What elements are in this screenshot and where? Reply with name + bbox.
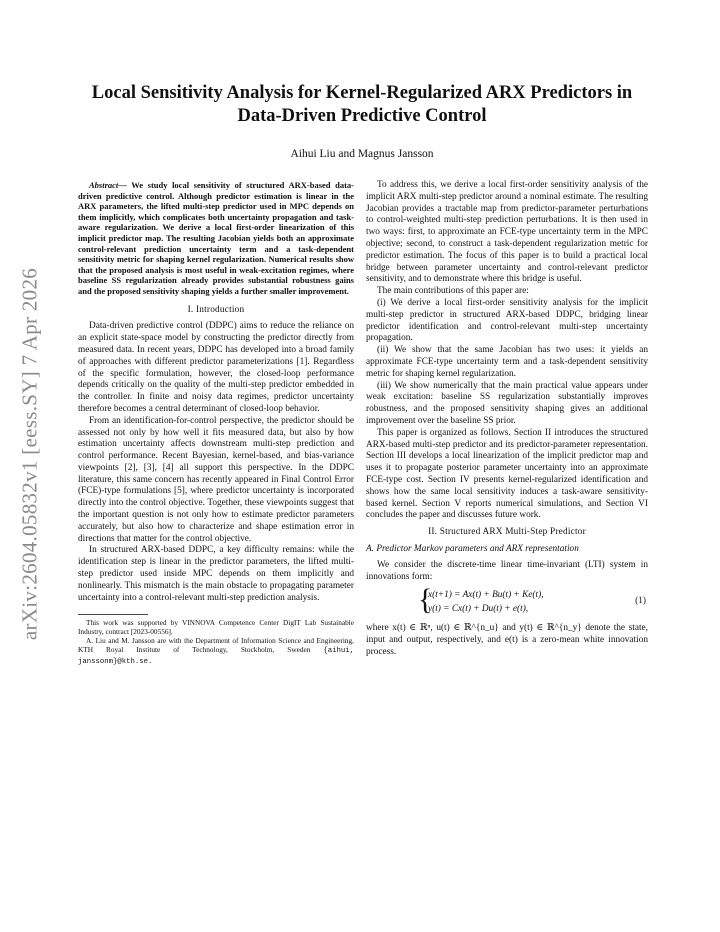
footnote-affiliation-text: A. Liu and M. Jansson are with the Department of Information Science and Engineering, KTH Royal Institute of Technology, Stockholm, Sweden bbox=[78, 636, 354, 655]
right-column bbox=[366, 180, 648, 659]
body-paragraph: The main contributions of this paper are: bbox=[377, 286, 529, 297]
body-paragraph: where x(t) ∈ ℝⁿ, u(t) ∈ ℝ^{n_u} and y(t) ∈ ℝ^{n_y} denote the state, input and output, respectively, and e(t) is a zero-mean white innovation process. bbox=[366, 623, 648, 657]
author-email: {aihui, janssonm}@kth.se. bbox=[78, 647, 354, 667]
contribution-item: (i) We derive a local first-order sensitivity analysis for the implicit multi-step predictor in structured ARX-based DDPC, bridging linear predictor identification and control-relevant multi-step uncertainty propagation. bbox=[366, 297, 648, 344]
body-paragraph: To address this, we derive a local first-order sensitivity analysis of the implicit ARX multi-step predictor around a nominal estimate. The resulting Jacobian provides a tractable map from predictor-parameter perturbations to control-weighted multi-step prediction perturbations. It is then used in two ways: first, to approximate an FCE-type uncertainty term in the MPC objective; second, to construct a task-dependent regularization metric for predictor estimation. The focus of this paper is to build a practical local bridge between parameter uncertainty and control-relevant predictor sensitivity, and to demonstrate where this bridge is useful. bbox=[366, 180, 648, 285]
abstract-body: We study local sensitivity of structured ARX-based data-driven predictive control. Although predictor estimation is linear in the ARX parameters, the lifted multi-step predictor used in MPC depends on them implicitly, which complicates both uncertainty propagation and task-aware regularization. We derive a local first-order linearization of this implicit predictor map. The resulting Jacobian yields both an approximate control-relevant prediction uncertainty term and a task-dependent sensitivity metric for shaping kernel regularization. Numerical results show that the proposed analysis is most useful in weak-excitation regimes, where baseline SS regularization already provides substantial robustness gains and the proposed sensitivity shaping yields a further smaller improvement. bbox=[78, 180, 355, 296]
body-paragraph: We consider the discrete-time linear time-invariant (LTI) system in innovations form: bbox=[366, 559, 648, 582]
abstract bbox=[78, 180, 354, 297]
arxiv-stamp bbox=[8, 258, 52, 650]
footnote-affiliation bbox=[78, 636, 354, 667]
contribution-item: (ii) We show that the same Jacobian has two uses: it yields an approximate FCE-type uncertainty term and a task-dependent sensitivity metric for shaping kernel regularization. bbox=[366, 345, 648, 379]
body-paragraph: This paper is organized as follows. Section II introduces the structured ARX-based multi-step predictor and its predictor-parameter representation. Section III develops a local linearization of the implicit predictor map and uses it to propagate posterior parameter uncertainty into an approximate FCE-type cost. Section IV presents kernel-regularized identification and shows how the same local sensitivity induces a task-aware sensitivity-based kernel. Section V reports numerical simulations, and Section VI concludes the paper and discusses future work. bbox=[366, 427, 648, 521]
abstract-label: Abstract bbox=[89, 180, 119, 190]
intro-paragraph: From an identification-for-control perspective, the predictor should be assessed not only by how well it fits measured data, but also by how estimation uncertainty affects downstream multi-step prediction and control performance. Recent Bayesian, kernel-based, and bias-variance viewpoints [2], [3], [4] all support this perspective. In the DDPC literature, this same concern has recently appeared in Final Control Error (FCE)-type formulations [5], where predictor uncertainty is incorporated directly into the control objective. Together, these viewpoints suggest that the important question is not only how to estimate predictor parameters accurately, but also how to characterize and shape estimation error in directions that matter for the control objective. bbox=[78, 415, 354, 544]
author-list: Aihui Liu and Magnus Jansson bbox=[290, 148, 434, 160]
intro-paragraph: In structured ARX-based DDPC, a key difficulty remains: while the identification step is linear in the predictor parameters, the lifted multi-step predictor used inside MPC depends on them implicitly and nonlinearly. This mismatch is the main obstacle to propagating parameter uncertainty into a control-relevant multi-step prediction analysis. bbox=[78, 545, 354, 603]
equation-1 bbox=[366, 583, 648, 619]
arxiv-identifier: arXiv:2604.05832v1 [eess.SY] 7 Apr 2026 bbox=[17, 267, 42, 641]
footnote-funding: This work was supported by VINNOVA Competence Center DigIT Lab Sustainable Industry, contract [2023-00556]. bbox=[78, 618, 354, 637]
intro-paragraph: Data-driven predictive control (DDPC) aims to reduce the reliance on an explicit state-space model by constructing the predictor directly from measured data. In recent years, DDPC has developed into a broad family of approaches with different predictor parameterizations [1]. Regardless of the specific formulation, however, the closed-loop performance depends critically on the quality of the multi-step predictor embedded in the controller. In finite and noisy data regimes, predictor uncertainty therefore becomes a central determinant of closed-loop behavior. bbox=[78, 321, 354, 414]
subsection-heading: A. Predictor Markov parameters and ARX representation bbox=[366, 543, 579, 554]
equation-line: y(t) = Cx(t) + Du(t) + e(t), bbox=[428, 604, 529, 615]
left-column bbox=[78, 180, 354, 667]
equation-line: x(t+1) = Ax(t) + Bu(t) + Ke(t), bbox=[428, 590, 544, 601]
abstract-dash: — bbox=[118, 180, 132, 190]
section-heading-structured-arx: II. Structured ARX Multi-Step Predictor bbox=[428, 527, 586, 538]
section-heading-introduction: I. Introduction bbox=[187, 304, 245, 315]
equation-number: (1) bbox=[635, 596, 646, 607]
footnote-rule bbox=[78, 614, 148, 615]
equation-brace: { bbox=[418, 583, 433, 617]
paper-title: Local Sensitivity Analysis for Kernel-Regularized ARX Predictors in Data-Driven Predictive Control bbox=[91, 83, 633, 126]
equation-lines bbox=[428, 588, 544, 616]
contribution-item: (iii) We show numerically that the main practical value appears under weak excitation: baseline SS regularization substantially improves robustness, and the proposed sensitivity shaping gives an additional improvement over the baseline SS prior. bbox=[366, 380, 648, 426]
